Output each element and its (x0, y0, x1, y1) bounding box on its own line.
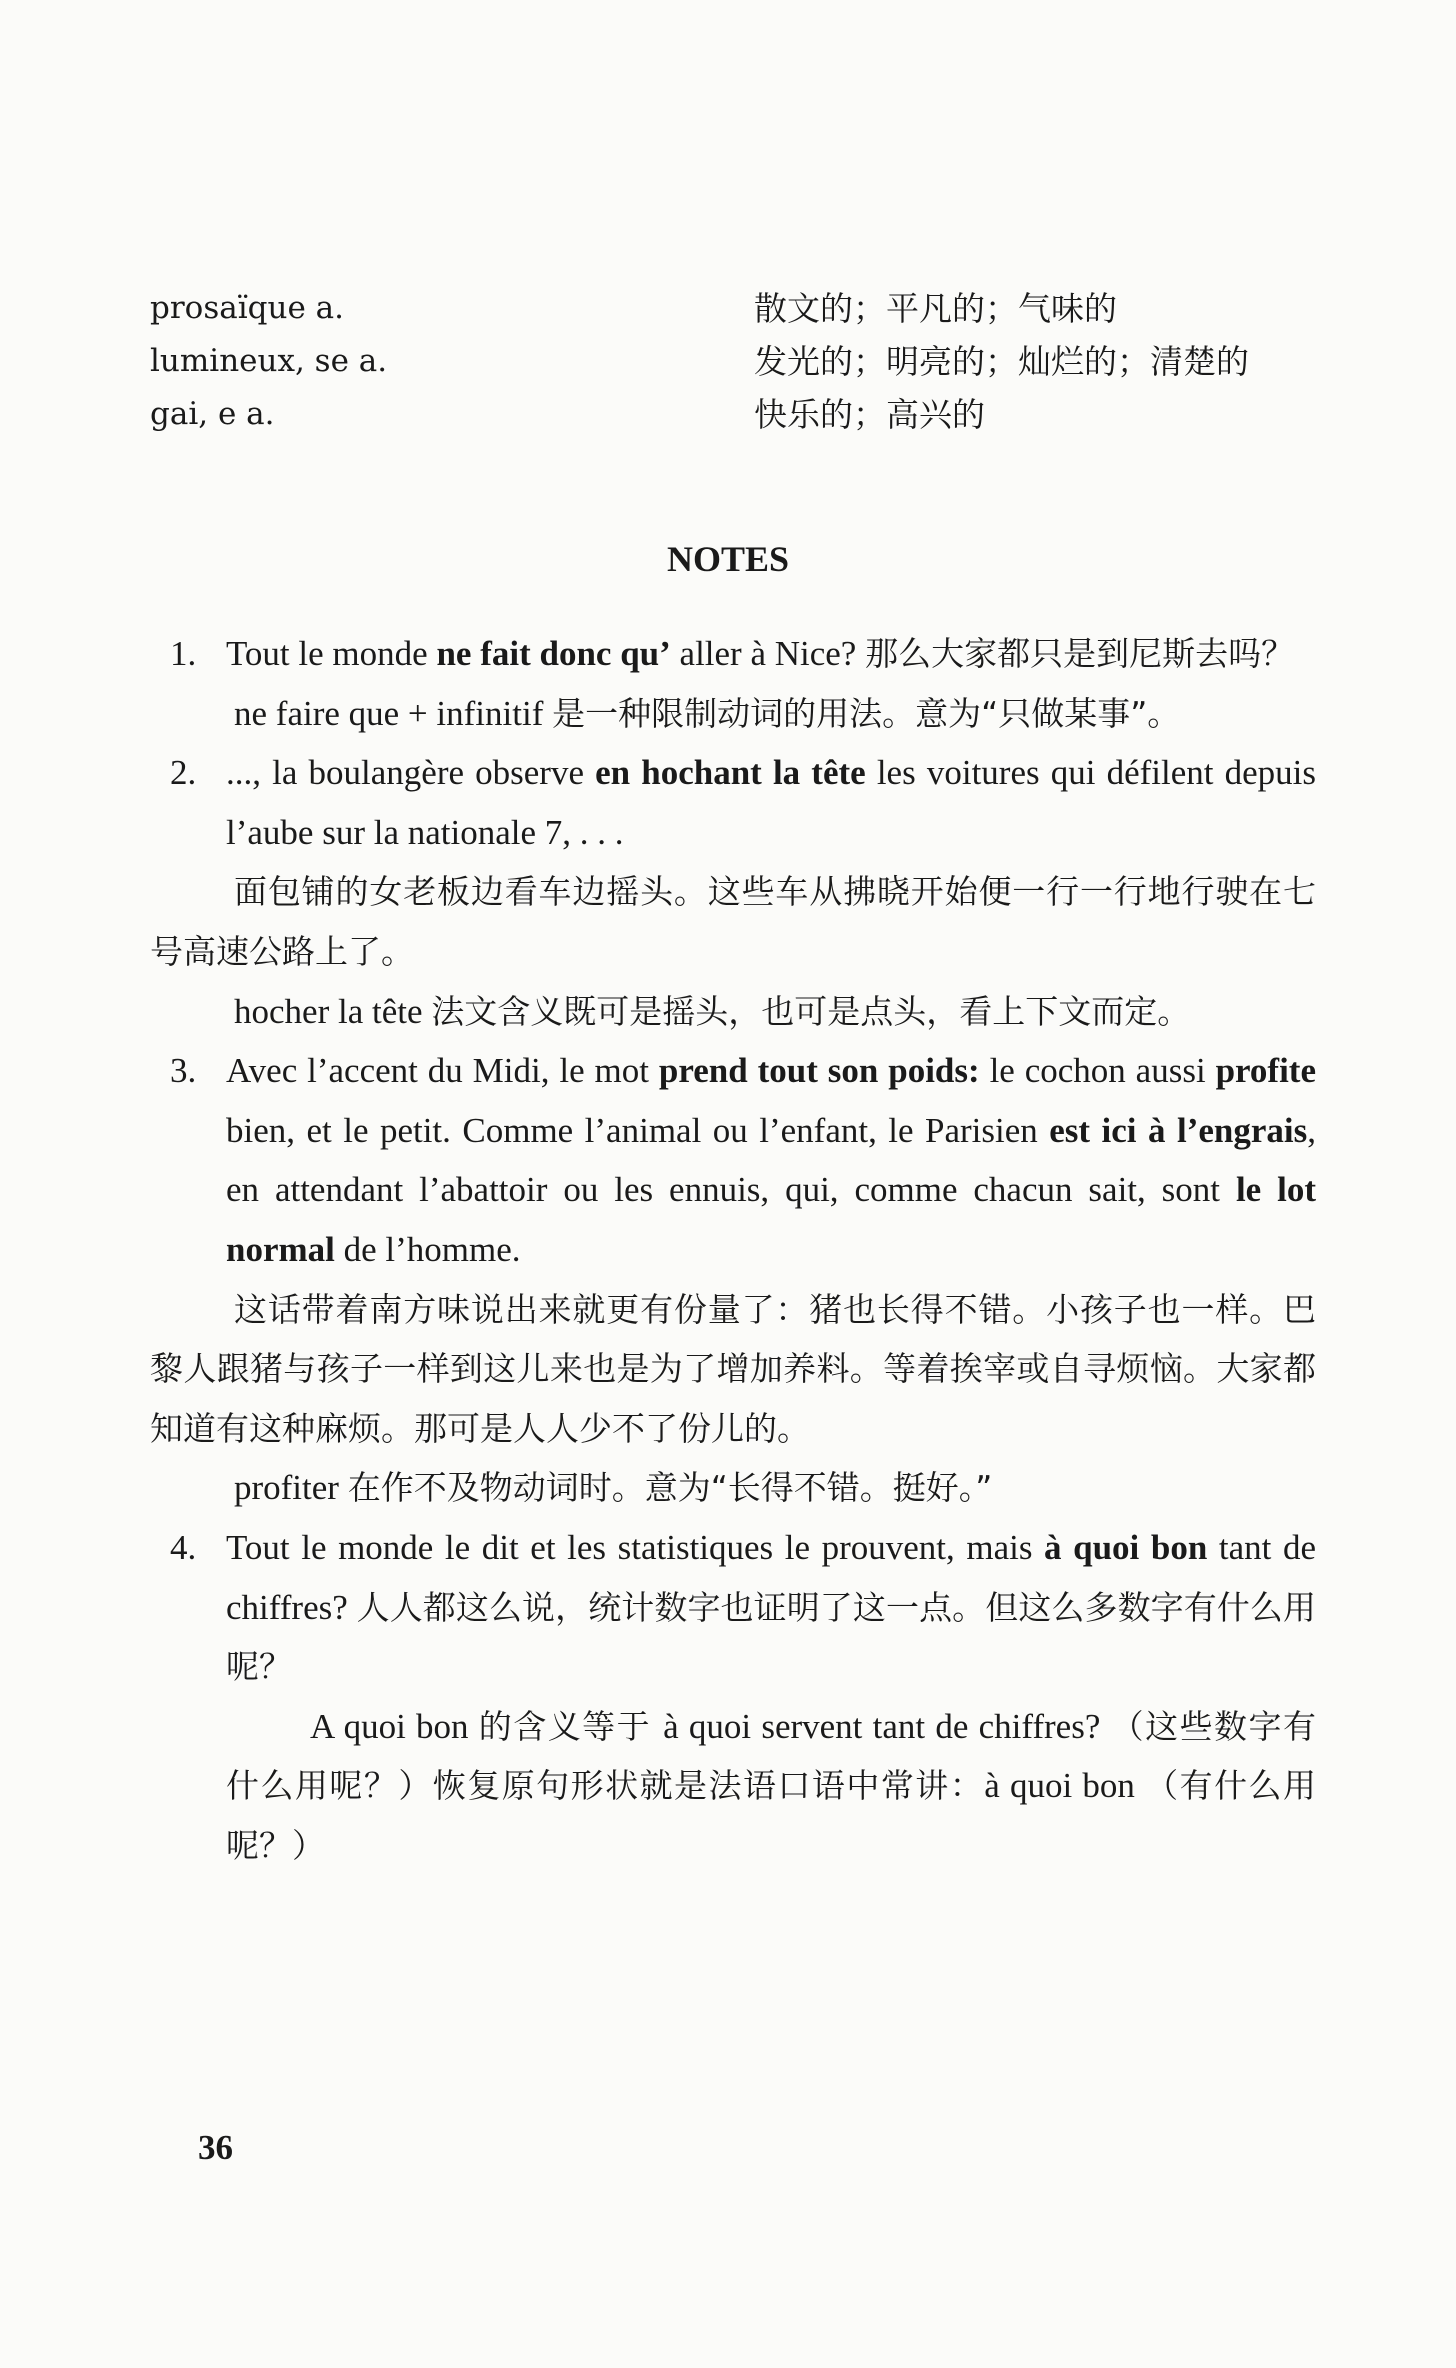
vocab-chinese: 快乐的；高兴的 (754, 395, 985, 434)
vocab-french: gai, e a. (150, 396, 275, 432)
note-key-phrase: est ici à l’engrais (1049, 1110, 1308, 1150)
note-key-phrase: profite (1215, 1051, 1316, 1091)
explanation-chinese: （有什么用呢？） (226, 1766, 1317, 1865)
note-text: de l’homme. (334, 1229, 521, 1269)
note-key-phrase: prend tout son poids: (658, 1051, 980, 1091)
note-item (150, 624, 1316, 684)
explanation-chinese: 法文含义既可是摇头，也可是点头，看上下文而定。 (431, 991, 1191, 1031)
note-explanation (150, 862, 1316, 981)
note-key-phrase: en hochant la tête (595, 753, 866, 793)
vocab-row (150, 282, 1310, 335)
notes-body (150, 624, 1316, 1875)
vocab-row (150, 388, 1310, 441)
explanation-chinese: 这话带着南方味说出来就更有份量了：猪也长得不错。小孩子也一样。巴黎人跟猪与孩子一样到这儿来也是为了增加养料。等着挨宰或自寻烦恼。大家都知道有这种麻烦。那可是人人少不了份儿的。 (150, 1289, 1316, 1448)
note-explanation (150, 684, 1316, 744)
vocab-french: prosaïque a. (150, 290, 344, 326)
explanation-french: A quoi bon (310, 1706, 479, 1746)
explanation-chinese: 在作不及物动词时。意为“长得不错。挺好。” (347, 1468, 993, 1508)
note-key-phrase: ne fait donc qu’ (436, 634, 671, 673)
note-explanation (150, 1280, 1316, 1459)
explanation-french: hocher la tête (234, 991, 432, 1031)
note-text: , en attendant l’abattoir ou les ennuis, qui, comme chacun sait, sont (226, 1110, 1316, 1210)
note-number: 2. (170, 753, 197, 793)
vocab-french: lumineux, se a. (150, 343, 388, 379)
note-text: ..., la boulangère observe (226, 753, 596, 793)
note-text: aller à Nice? (670, 634, 866, 673)
explanation-chinese: （这些数字有什么用呢？）恢复原句形状就是法语口语中常讲： (226, 1706, 1316, 1806)
note-item (150, 1518, 1316, 1697)
explanation-chinese: 面包铺的女老板边看车边摇头。这些车从拂晓开始便一行一行地行驶在七号高速公路上了。 (150, 872, 1316, 971)
note-text: Avec l’accent du Midi, le mot (226, 1051, 659, 1091)
note-text: Tout le monde (226, 634, 437, 673)
explanation-chinese: 的含义等于 (478, 1706, 664, 1746)
vocab-row (150, 335, 1310, 388)
vocab-chinese: 散文的；平凡的；气味的 (754, 289, 1117, 328)
note-explanation (150, 1458, 1316, 1518)
note-key-phrase: à quoi bon (1044, 1527, 1208, 1567)
note-text: Tout le monde le dit et les statistiques le prouvent, mais (226, 1527, 1045, 1567)
note-item (150, 743, 1316, 862)
note-translation: 人人都这么说，统计数字也证明了这一点。但这么多数字有什么用呢？ (226, 1587, 1316, 1687)
explanation-french: à quoi servent tant de chiffres? (663, 1706, 1111, 1746)
note-text: le cochon aussi (979, 1051, 1216, 1091)
notes-heading: NOTES (666, 539, 790, 579)
note-key-phrase: le lot normal (226, 1170, 1317, 1269)
note-explanation (150, 1697, 1316, 1876)
explanation-french: ne faire que + infinitif (234, 693, 553, 733)
note-item (150, 1041, 1316, 1279)
note-explanation (150, 982, 1316, 1042)
explanation-french: à quoi bon (984, 1766, 1146, 1806)
note-text: les voitures qui défilent depuis l’aube sur la nationale 7, . . . (226, 753, 1316, 852)
note-text: tant de chiffres? (226, 1527, 1316, 1627)
note-number: 4. (170, 1527, 197, 1567)
vocabulary-list (150, 282, 1310, 441)
vocab-chinese: 发光的；明亮的；灿烂的；清楚的 (754, 342, 1249, 381)
note-number: 3. (170, 1051, 197, 1091)
note-translation: 那么大家都只是到尼斯去吗？ (865, 634, 1295, 673)
note-number: 1. (170, 634, 197, 673)
note-text: bien, et le petit. Comme l’animal ou l’enfant, le Parisien (226, 1110, 1050, 1150)
explanation-chinese: 是一种限制动词的用法。意为“只做某事”。 (552, 693, 1181, 733)
explanation-french: profiter (234, 1468, 348, 1508)
page-number: 36 (198, 2128, 233, 2167)
